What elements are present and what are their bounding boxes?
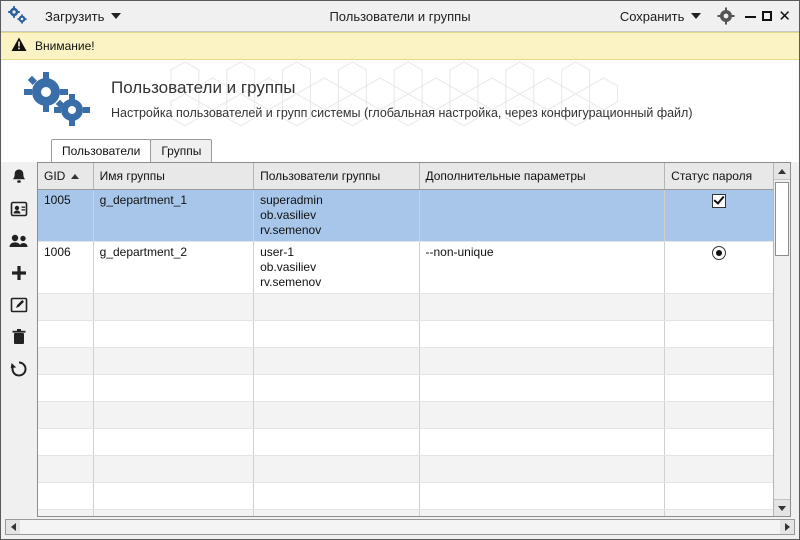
cell-empty — [254, 510, 419, 517]
scroll-right-button[interactable] — [780, 520, 794, 534]
notifications-icon[interactable] — [6, 164, 32, 190]
column-header-password-status[interactable] — [665, 163, 773, 190]
maximize-button[interactable] — [762, 11, 772, 22]
cell-empty — [254, 429, 419, 456]
cell-empty — [665, 321, 773, 348]
cell-users — [254, 242, 419, 294]
column-header-extra-label: Дополнительные параметры — [425, 169, 586, 183]
horizontal-scrollbar[interactable] — [5, 519, 795, 535]
password-status-radio[interactable] — [712, 246, 726, 260]
cell-empty — [93, 429, 253, 456]
arrow-down-icon — [778, 506, 786, 511]
cell-empty — [254, 483, 419, 510]
add-icon[interactable] — [6, 260, 32, 286]
vertical-scrollbar[interactable] — [773, 163, 790, 516]
arrow-up-icon — [778, 169, 786, 174]
user-entry: ob.vasiliev — [260, 208, 317, 222]
column-header-users-label: Пользователи группы — [260, 169, 381, 183]
tab-groups-label: Группы — [161, 144, 202, 158]
cell-empty — [419, 321, 665, 348]
cell-empty — [93, 510, 253, 517]
cell-empty — [38, 402, 93, 429]
column-header-extra[interactable] — [419, 163, 665, 190]
cell-extra — [419, 190, 665, 242]
chevron-down-icon — [111, 13, 121, 19]
horizontal-scroll-thumb[interactable] — [20, 520, 780, 534]
banner-gears-icon — [1, 70, 111, 128]
table-row-empty[interactable] — [38, 294, 773, 321]
cell-gid: 1006 — [38, 242, 93, 294]
save-menu-label: Сохранить — [619, 8, 685, 24]
cell-password-status[interactable] — [665, 190, 773, 242]
scroll-down-button[interactable] — [774, 499, 790, 516]
user-entry: rv.semenov — [260, 223, 322, 237]
column-header-users[interactable] — [254, 163, 419, 190]
table-scroll-area — [38, 163, 790, 516]
table-row[interactable] — [38, 190, 773, 242]
cell-empty — [38, 321, 93, 348]
cell-empty — [93, 483, 253, 510]
close-button[interactable]: ✕ — [778, 7, 791, 25]
cell-empty — [38, 348, 93, 375]
cell-empty — [254, 294, 419, 321]
cell-empty — [665, 402, 773, 429]
cell-empty — [38, 483, 93, 510]
column-header-gid-label: GID — [44, 169, 66, 183]
groups-table-panel — [37, 162, 791, 517]
tab-strip — [1, 138, 799, 162]
cell-empty — [419, 456, 665, 483]
load-menu-label: Загрузить — [45, 8, 105, 24]
cell-empty — [665, 483, 773, 510]
cell-name: g_department_2 — [93, 242, 253, 294]
cell-gid: 1005 — [38, 190, 93, 242]
table-row-empty[interactable] — [38, 402, 773, 429]
cell-empty — [38, 429, 93, 456]
app-logo-icon — [5, 3, 31, 29]
content-area — [1, 162, 799, 517]
cell-empty — [254, 321, 419, 348]
cell-empty — [38, 510, 93, 517]
bottom-scroll-area — [1, 517, 799, 539]
settings-button[interactable] — [713, 3, 739, 29]
cell-empty — [419, 483, 665, 510]
cell-empty — [419, 429, 665, 456]
page-subtitle: Настройка пользователей и групп системы (глобальная настройка, через конфигурационный файл) — [111, 106, 693, 120]
table-row-empty[interactable] — [38, 510, 773, 517]
user-entry: rv.semenov — [260, 275, 322, 289]
cell-empty — [665, 429, 773, 456]
cell-empty — [254, 456, 419, 483]
table-row-empty[interactable] — [38, 348, 773, 375]
table-column-area — [38, 163, 773, 516]
load-menu-button[interactable] — [39, 6, 127, 27]
table-row-empty[interactable] — [38, 483, 773, 510]
warning-text: Внимание! — [35, 39, 95, 53]
cell-empty — [665, 348, 773, 375]
sort-ascending-icon — [71, 174, 79, 179]
title-bar — [1, 1, 799, 32]
title-bar-left — [5, 3, 127, 29]
column-header-name-label: Имя группы — [99, 169, 165, 183]
table-row[interactable] — [38, 242, 773, 294]
tab-users[interactable] — [51, 139, 151, 162]
cell-name: g_department_1 — [93, 190, 253, 242]
window-controls — [745, 7, 795, 25]
cell-empty — [38, 456, 93, 483]
page-title: Пользователи и группы — [111, 78, 296, 97]
cell-empty — [93, 456, 253, 483]
table-body — [38, 190, 773, 517]
cell-empty — [38, 294, 93, 321]
cell-empty — [254, 348, 419, 375]
cell-empty — [93, 321, 253, 348]
cell-empty — [254, 375, 419, 402]
cell-extra: --non-unique — [419, 242, 665, 294]
table-row-empty[interactable] — [38, 429, 773, 456]
table-row-empty[interactable] — [38, 321, 773, 348]
cell-empty — [93, 375, 253, 402]
column-header-gid[interactable] — [38, 163, 93, 190]
cell-empty — [419, 510, 665, 517]
cell-empty — [93, 294, 253, 321]
table-row-empty[interactable] — [38, 375, 773, 402]
banner-text — [111, 78, 693, 120]
warning-bar — [1, 32, 799, 60]
cell-password-status[interactable] — [665, 242, 773, 294]
cell-empty — [665, 375, 773, 402]
save-menu-button[interactable] — [614, 6, 708, 27]
cell-empty — [93, 402, 253, 429]
delete-icon[interactable] — [6, 324, 32, 350]
user-card-icon[interactable] — [6, 196, 32, 222]
user-entry: ob.vasiliev — [260, 260, 317, 274]
vertical-scroll-thumb[interactable] — [775, 182, 789, 256]
scroll-left-button[interactable] — [6, 520, 20, 534]
cell-empty — [665, 294, 773, 321]
user-entry: user-1 — [260, 245, 295, 259]
side-toolbar — [1, 162, 37, 517]
table-header-row — [38, 163, 773, 190]
page-banner — [1, 60, 799, 138]
cell-empty — [38, 375, 93, 402]
minimize-button[interactable] — [745, 11, 756, 21]
table-row-empty[interactable] — [38, 456, 773, 483]
window-title: Пользователи и группы — [329, 8, 471, 24]
users-group-icon[interactable] — [6, 228, 32, 254]
title-bar-right — [614, 3, 795, 29]
cell-empty — [665, 510, 773, 517]
warning-triangle-icon — [11, 37, 27, 55]
arrow-left-icon — [11, 523, 16, 531]
chevron-down-icon — [691, 13, 701, 19]
cell-empty — [93, 348, 253, 375]
cell-empty — [419, 294, 665, 321]
cell-empty — [419, 402, 665, 429]
refresh-icon[interactable] — [6, 356, 32, 382]
tab-groups[interactable] — [150, 139, 212, 162]
cell-empty — [419, 348, 665, 375]
cell-empty — [419, 375, 665, 402]
user-entry: superadmin — [260, 193, 323, 207]
password-status-checkbox[interactable] — [712, 194, 726, 208]
tab-users-label: Пользователи — [62, 144, 141, 158]
column-header-name[interactable] — [93, 163, 253, 190]
cell-empty — [254, 402, 419, 429]
cell-users — [254, 190, 419, 242]
table-header — [38, 163, 773, 190]
arrow-right-icon — [785, 523, 790, 531]
scroll-up-button[interactable] — [774, 163, 790, 180]
edit-icon[interactable] — [6, 292, 32, 318]
groups-table — [38, 163, 773, 516]
column-header-password-status-label: Статус пароля — [671, 169, 753, 183]
cell-empty — [665, 456, 773, 483]
